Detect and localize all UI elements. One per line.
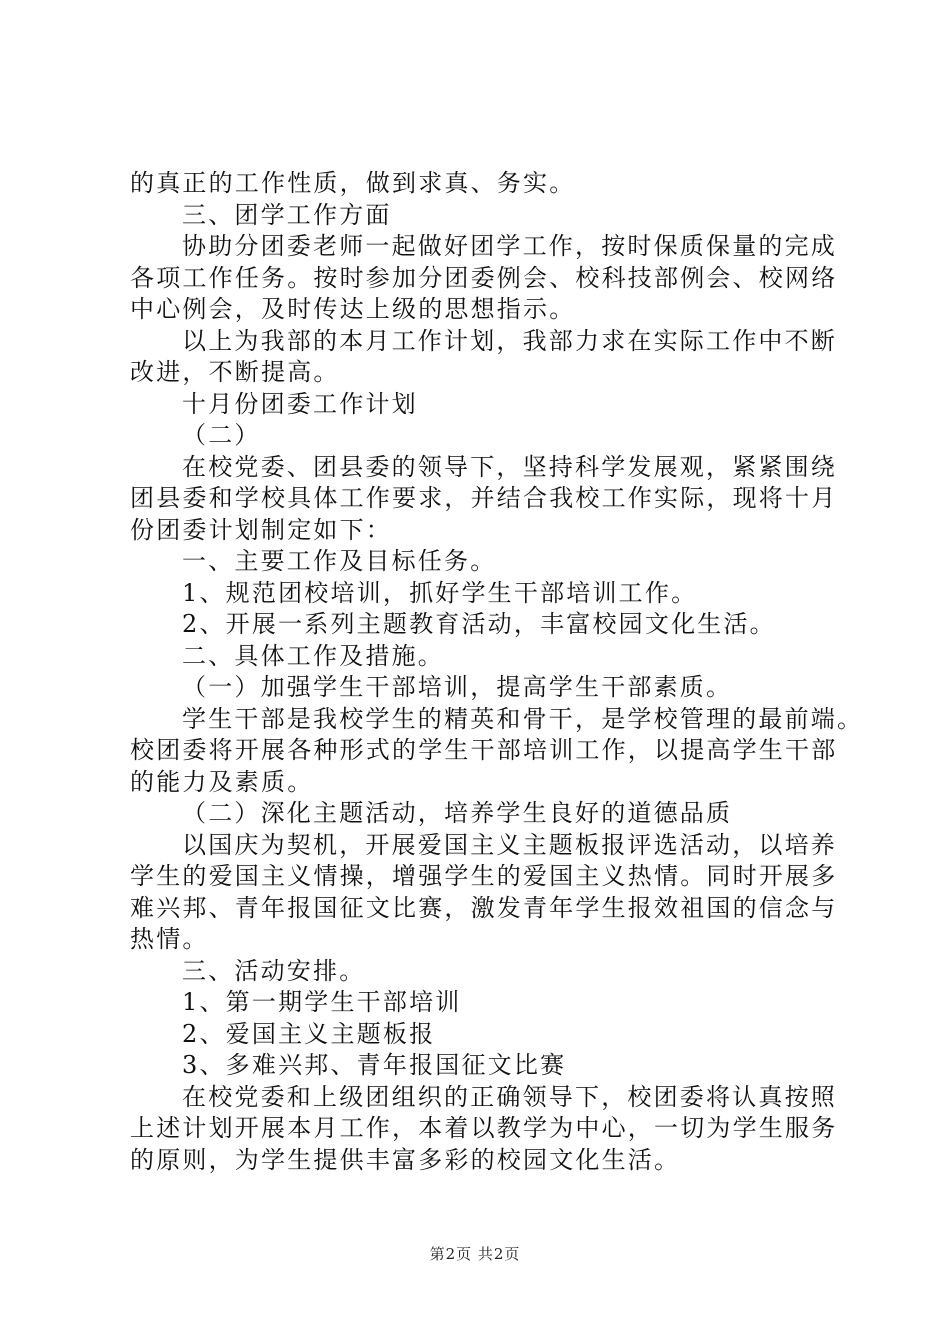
text-line: 一、主要工作及目标任务。 [182,547,497,575]
text-line: （二）深化主题活动，培养学生良好的道德品质 [182,799,733,827]
text-line: 在校党委、团县委的领导下，坚持科学发展观，紧紧围绕 [182,452,837,481]
text-line: 的原则，为学生提供丰富多彩的校园文化生活。 [130,1145,681,1174]
text-line: （一）加强学生干部培训，提高学生干部素质。 [182,673,733,701]
page-number-label: 第2页 共2页 [429,1245,521,1263]
text-line: （二） [182,421,261,449]
text-line: 3、多难兴邦、青年报国征文比赛 [182,1051,567,1079]
text-line: 校团委将开展各种形式的学生干部培训工作，以提高学生干部 [130,736,838,764]
text-line: 2、爱国主义主题板报 [182,1019,436,1048]
text-line: 难兴邦、青年报国征文比赛，激发青年学生报效祖国的信念与 [130,893,838,922]
text-line: 团县委和学校具体工作要求，并结合我校工作实际，现将十月 [130,484,838,512]
text-line: 1、规范团校培训，抓好学生干部培训工作。 [182,578,698,607]
text-line: 的能力及素质。 [130,767,314,796]
text-line: 各项工作任务。按时参加分团委例会、校科技部例会、校网络 [130,263,838,292]
text-line: 热情。 [130,925,209,953]
text-line: 以上为我部的本月工作计划，我部力求在实际工作中不断 [182,326,837,355]
text-line: 中心例会，及时传达上级的思想指示。 [130,295,576,323]
text-line: 学生的爱国主义情操，增强学生的爱国主义热情。同时开展多 [130,862,838,890]
text-line: 十月份团委工作计划 [182,389,418,418]
text-line: 份团委计划制定如下： [130,515,392,544]
text-line: 三、团学工作方面 [182,200,392,229]
text-line: 三、活动安排。 [182,956,366,985]
text-line: 二、具体工作及措施。 [182,641,444,670]
page-footer [0,1244,950,1264]
text-line: 上述计划开展本月工作，本着以教学为中心，一切为学生服务 [130,1114,838,1142]
text-line: 2、开展一系列主题教育活动，丰富校园文化生活。 [182,610,776,638]
text-line: 以国庆为契机，开展爱国主义主题板报评选活动，以培养 [182,830,837,859]
text-line: 改进，不断提高。 [130,358,340,386]
text-line: 的真正的工作性质，做到求真、务实。 [130,169,576,197]
text-line: 1、第一期学生干部培训 [182,988,462,1016]
text-line: 学生干部是我校学生的精英和骨干，是学校管理的最前端。 [182,704,864,733]
document-body [130,168,864,1176]
text-line: 协助分团委老师一起做好团学工作，按时保质保量的完成 [182,232,837,260]
text-line: 在校党委和上级团组织的正确领导下，校团委将认真按照 [182,1082,837,1111]
